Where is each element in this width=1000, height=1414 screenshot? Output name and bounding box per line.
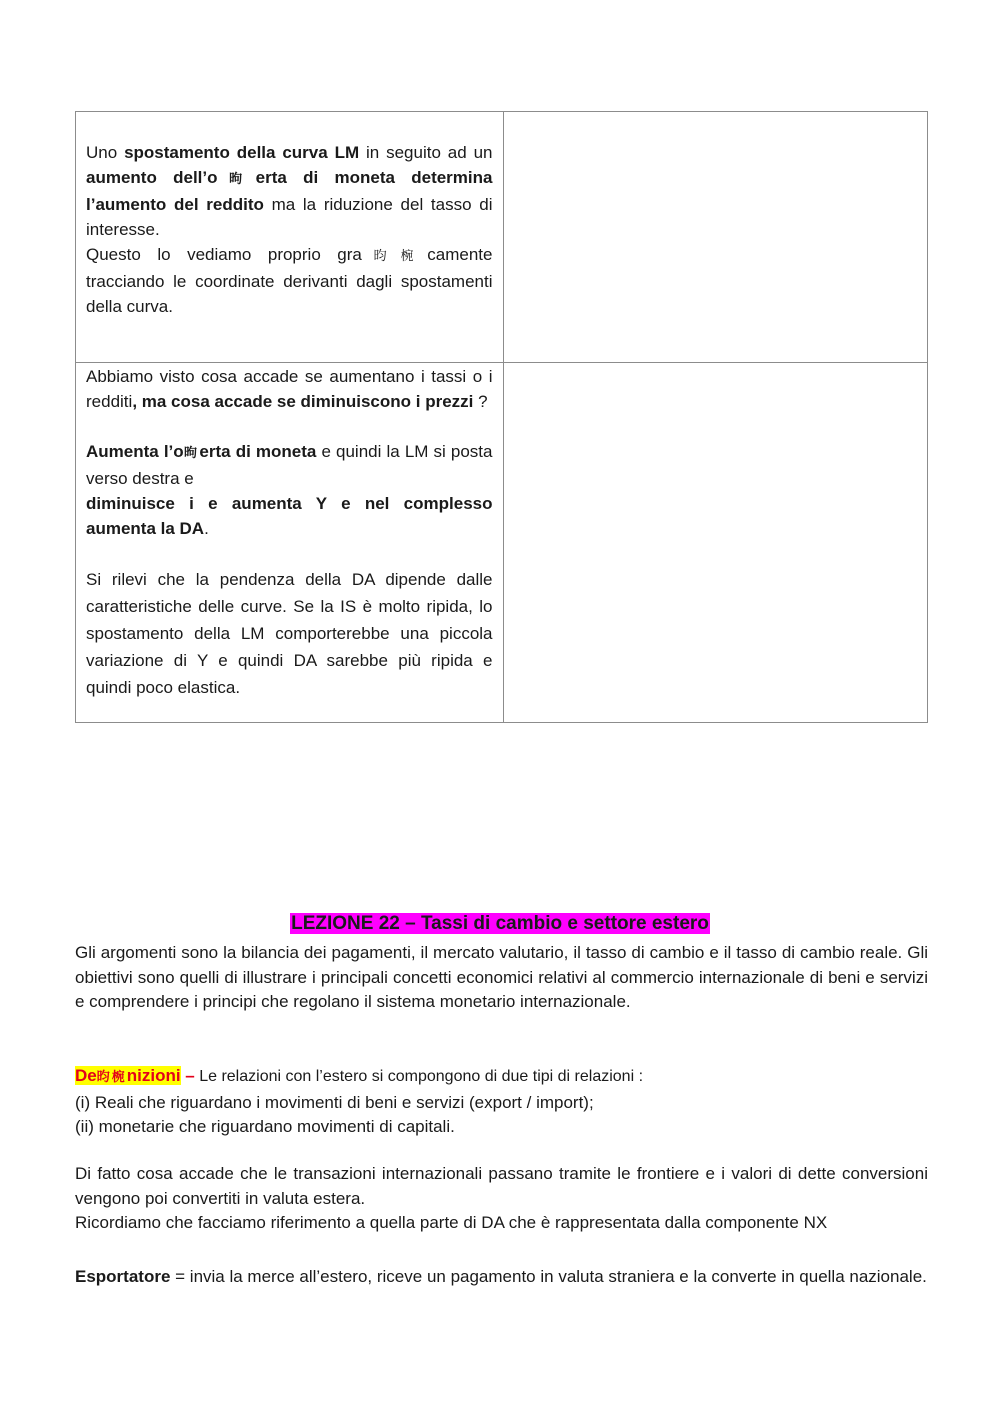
glyph-artifact: 昀椀 <box>361 249 428 264</box>
definition-item: (ii) monetarie che riguardano movimenti di capitali. <box>75 1117 455 1136</box>
table-cell-text <box>76 112 504 363</box>
lesson-title: LEZIONE 22 – Tassi di cambio e settore estero <box>291 913 709 934</box>
definitions-line: De昀椀nizioni – Le relazioni con l’estero si compongono di due tipi di relazioni : <box>75 1066 644 1085</box>
bold-text: spostamento della curva LM <box>124 143 360 162</box>
table-row <box>76 112 928 363</box>
bold-text: diminuisce i e aumenta Y e nel complesso aumenta la DA <box>86 494 493 538</box>
definitions-label: De昀椀nizioni <box>75 1066 181 1085</box>
prices-question-paragraph: Abbiamo visto cosa accade se aumentano i tassi o i redditi, ma cosa accade se diminuiscono i prezzi ? <box>86 367 493 411</box>
glyph-artifact: 昫 <box>217 172 256 187</box>
bold-text: aumento dell’o昫erta di moneta determina l’aumento del reddito <box>86 168 493 214</box>
lm-shift-paragraph: Uno spostamento della curva LM in seguito ad un aumento dell’o昫erta di moneta determina l’aumento del reddito ma la riduzione del tasso di interesse. <box>86 143 493 239</box>
table-cell-empty <box>503 112 928 363</box>
definition-item: (i) Reali che riguardano i movimenti di beni e servizi (export / import); <box>75 1092 594 1112</box>
transactions-paragraph: Di fatto cosa accade che le transazioni internazionali passano tramite le frontiere e i valori di dette conversioni vengono poi convertiti in valuta estera. <box>75 1164 928 1208</box>
slope-paragraph: Si rilevi che la pendenza della DA dipende dalle caratteristiche delle curve. Se la IS è molto ripida, lo spostamento della LM comporterebbe una piccola variazione di Y e quindi DA sarebbe più ripida e quindi poco elastica. <box>86 570 493 697</box>
bold-text: Aumenta l’o昫erta di moneta <box>86 442 317 461</box>
glyph-artifact: 昀椀 <box>96 1070 127 1085</box>
graph-paragraph: Questo lo vediamo proprio gra昀椀camente tracciando le coordinate derivanti dagli spostamenti della curva. <box>86 245 493 316</box>
definitions-block <box>75 1064 928 1140</box>
table-row <box>76 363 928 723</box>
table-cell-text <box>76 363 504 723</box>
exporter-paragraph: Esportatore = invia la merce all’estero, riceve un pagamento in valuta straniera e la converte in quella nazionale. <box>75 1267 927 1286</box>
glyph-artifact: 昫 <box>183 446 200 461</box>
table-cell-empty <box>503 363 928 723</box>
money-supply-paragraph: Aumenta l’o昫erta di moneta e quindi la LM si posta verso destra e diminuisce i e aumenta Y e nel complesso aumenta la DA. <box>86 442 493 538</box>
notes-table <box>75 111 928 723</box>
nx-paragraph: Ricordiamo che facciamo riferimento a quella parte di DA che è rappresentata dalla componente NX <box>75 1213 828 1232</box>
lesson-intro-paragraph: Gli argomenti sono la bilancia dei pagamenti, il mercato valutario, il tasso di cambio e il tasso di cambio reale. Gli obiettivi sono quelli di illustrare i principali concetti economici relativi al commercio internazionale di beni e servizi e comprendere i principi che regolano il sistema monetario internazionale. <box>75 943 928 1011</box>
facts-block <box>75 1162 928 1236</box>
bold-text: , ma cosa accade se diminuiscono i prezzi <box>132 392 474 411</box>
exporter-label: Esportatore <box>75 1267 171 1286</box>
